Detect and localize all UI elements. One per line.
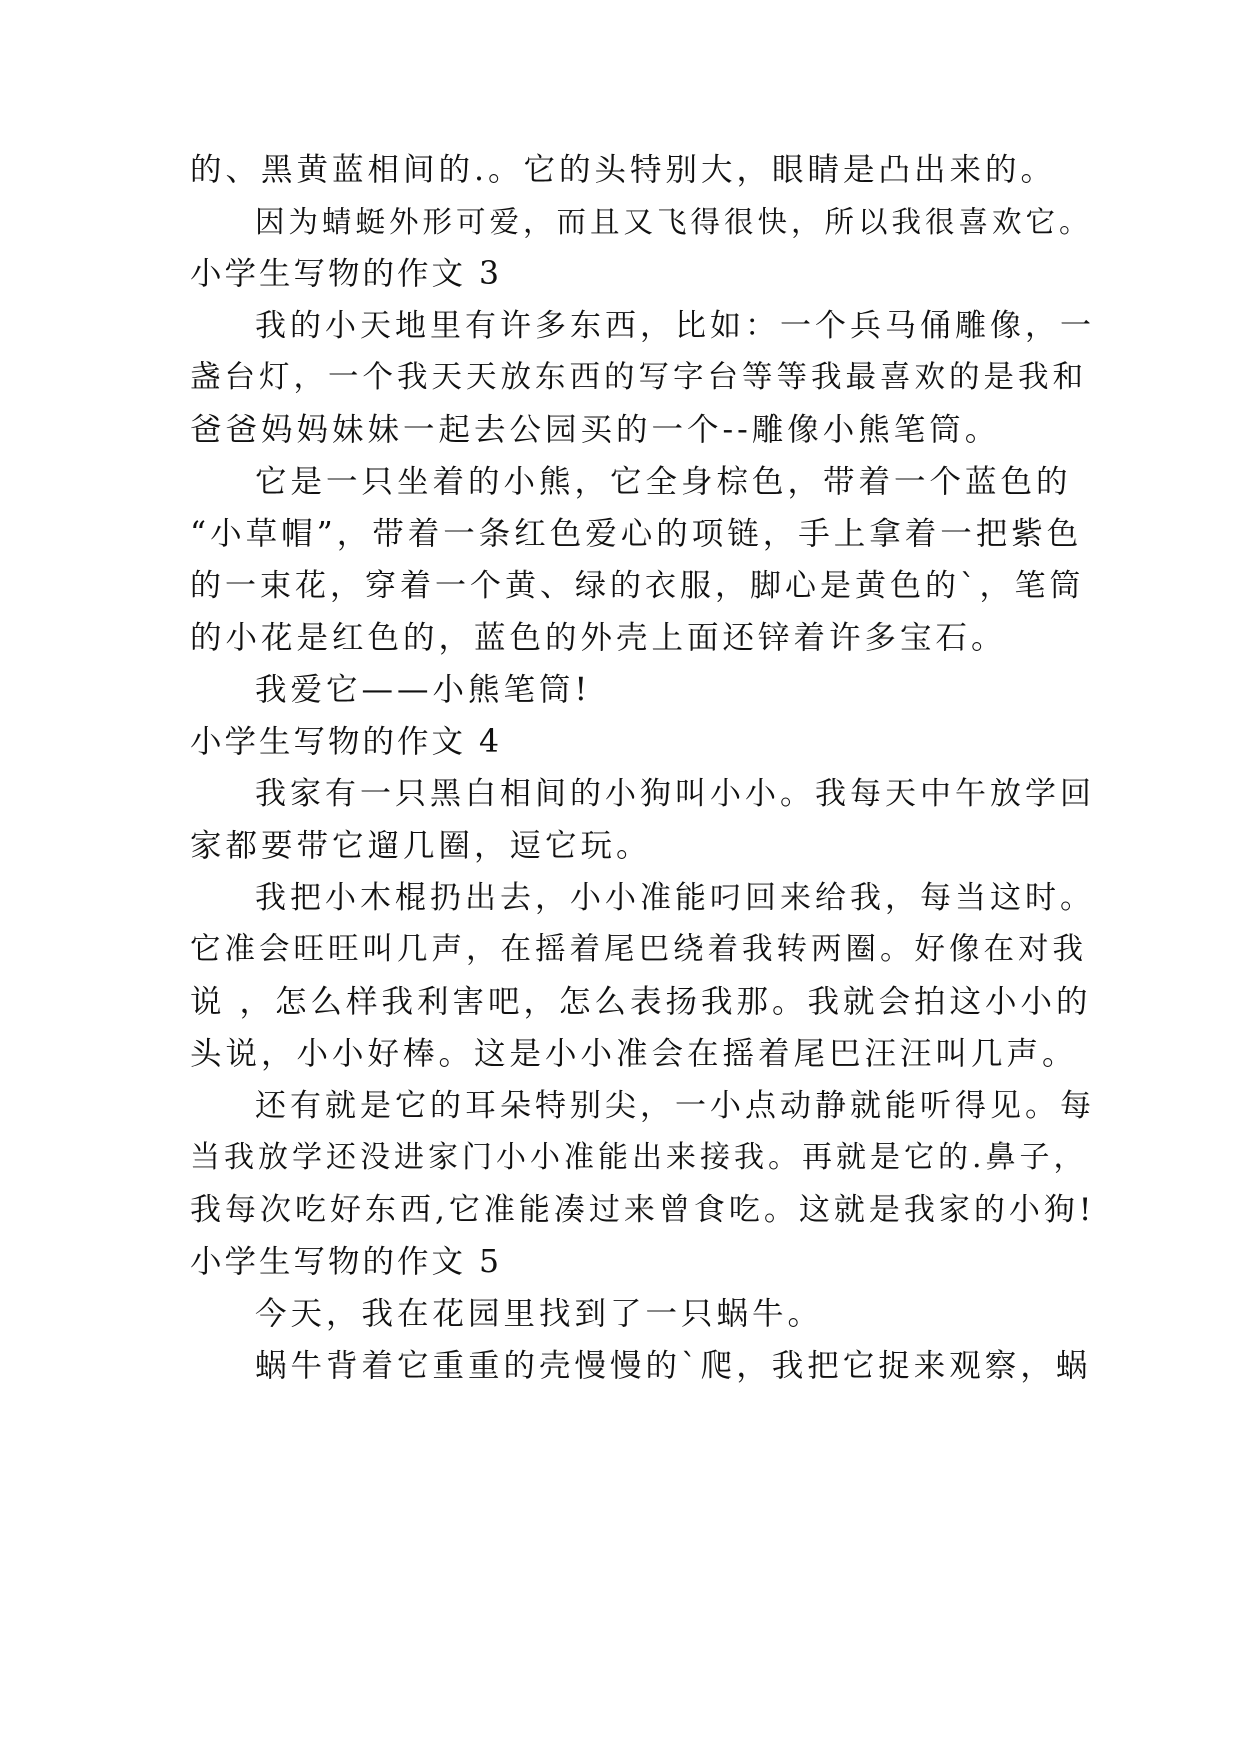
paragraph-line: 蜗牛背着它重重的壳慢慢的`爬，我把它捉来观察，蜗 <box>255 1348 1092 1384</box>
paragraph-line: 我每次吃好东西,它准能凑过来曾食吃。这就是我家的小狗! <box>190 1192 1096 1228</box>
paragraph-line: 我的小天地里有许多东西，比如：一个兵马俑雕像，一 <box>255 308 1095 344</box>
section-heading: 小学生写物的作文 4 <box>190 724 503 760</box>
paragraph-line: 盏台灯，一个我天天放东西的写字台等等我最喜欢的是我和 <box>190 360 1087 395</box>
paragraph-line: 当我放学还没进家门小小准能出来接我。再就是它的.鼻子， <box>190 1140 1088 1175</box>
paragraph-line: “小草帽”，带着一条红色爱心的项链，手上拿着一把紫色 <box>190 516 1083 552</box>
paragraph-line: 我家有一只黑白相间的小狗叫小小。我每天中午放学回 <box>255 776 1095 812</box>
paragraph-line: 爸爸妈妈妹妹一起去公园买的一个--雕像小熊笔筒。 <box>190 412 1001 448</box>
section-heading: 小学生写物的作文 3 <box>190 256 503 292</box>
paragraph-line: 说 ，怎么样我利害吧，怎么表扬我那。我就会拍这小小的 <box>190 984 1092 1020</box>
paragraph-line: 因为蜻蜓外形可爱，而且又飞得很快，所以我很喜欢它。 <box>255 205 1093 239</box>
paragraph-line: 还有就是它的耳朵特别尖，一小点动静就能听得见。每 <box>255 1088 1095 1124</box>
paragraph-line: 的一束花，穿着一个黄、绿的衣服，脚心是黄色的`，笔筒 <box>190 568 1085 604</box>
paragraph-line: 家都要带它遛几圈，逗它玩。 <box>190 828 652 864</box>
paragraph-line: 我爱它——小熊笔筒! <box>255 672 592 708</box>
paragraph-line: 我把小木棍扔出去，小小准能叼回来给我，每当这时。 <box>255 880 1095 916</box>
paragraph-line: 的、黑黄蓝相间的.。它的头特别大，眼睛是凸出来的。 <box>190 152 1057 188</box>
paragraph-line: 它是一只坐着的小熊，它全身棕色，带着一个蓝色的 <box>255 464 1072 500</box>
paragraph-line: 头说，小小好棒。这是小小准会在摇着尾巴汪汪叫几声。 <box>190 1036 1078 1072</box>
paragraph-line: 今天，我在花园里找到了一只蜗牛。 <box>255 1296 824 1332</box>
section-heading: 小学生写物的作文 5 <box>190 1244 503 1280</box>
paragraph-line: 的小花是红色的，蓝色的外壳上面还锌着许多宝石。 <box>190 620 1007 656</box>
paragraph-line: 它准会旺旺叫几声，在摇着尾巴绕着我转两圈。好像在对我 <box>190 932 1087 967</box>
